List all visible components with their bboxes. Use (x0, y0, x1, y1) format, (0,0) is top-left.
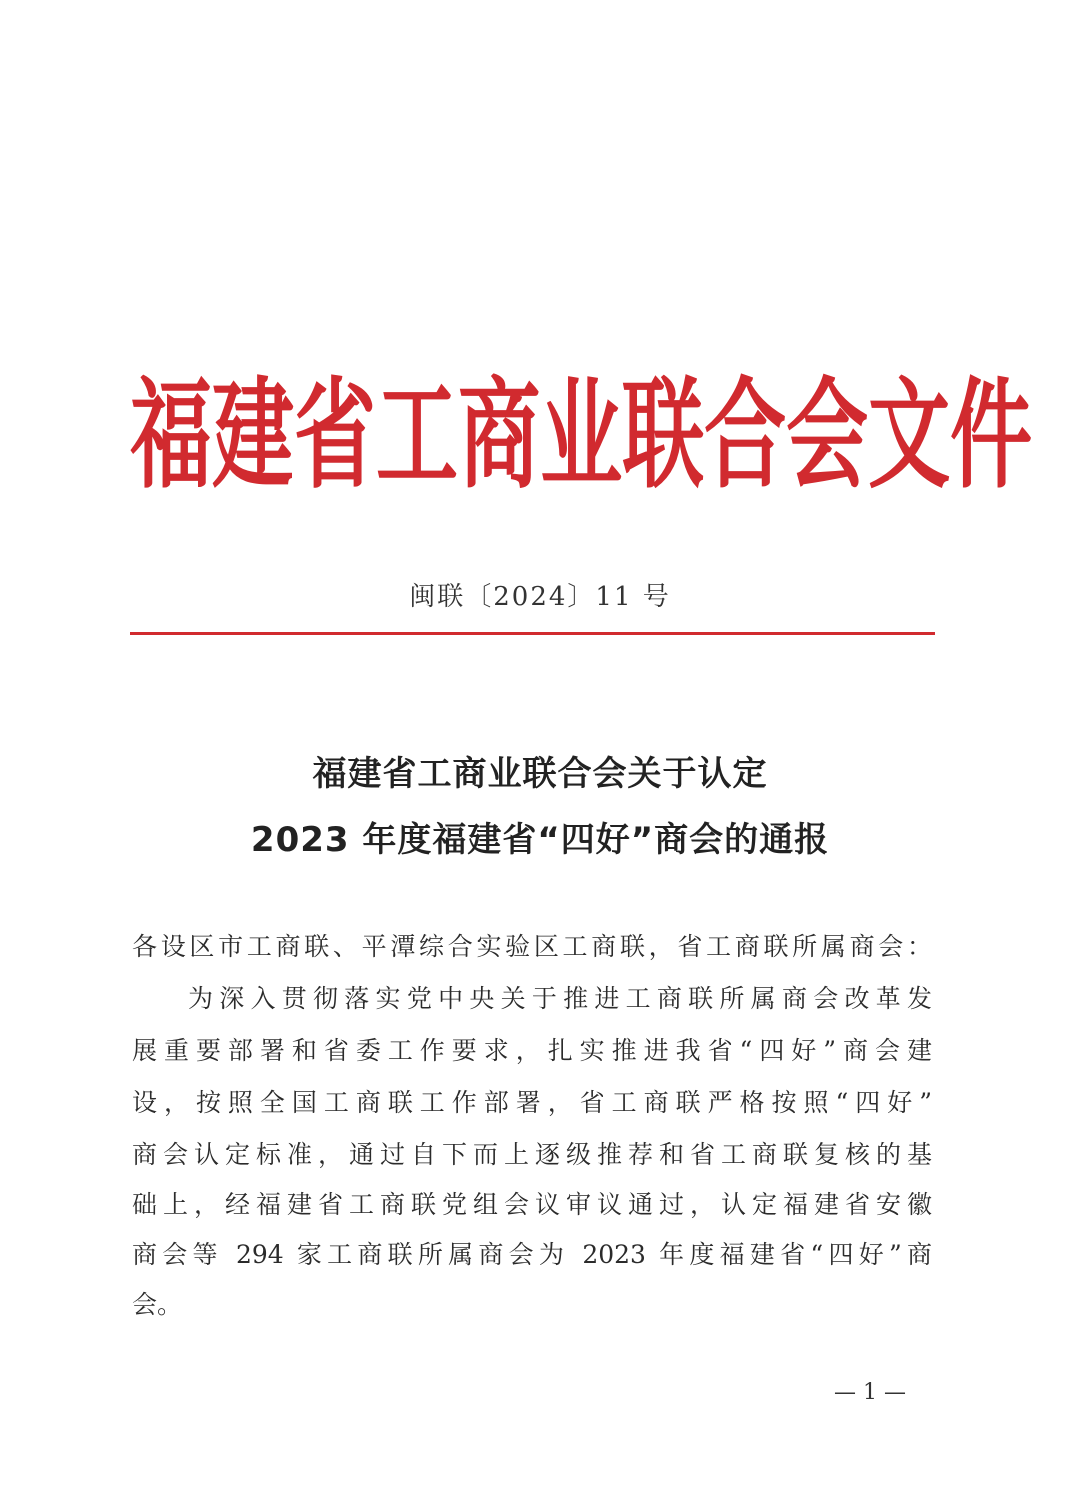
body-line: 商会认定标准，通过自下而上逐级推荐和省工商联复核的基 (132, 1140, 932, 1169)
notice-title-line-2: 2023 年度福建省“四好”商会的通报 (250, 820, 830, 860)
header-char: 省 (294, 367, 377, 506)
body-line: 础上，经福建省工商联党组会议审议通过，认定福建省安徽 (132, 1190, 932, 1219)
body-line: 商会等 294 家工商联所属商会为 2023 年度福建省“四好”商 (132, 1240, 932, 1269)
header-char: 建 (212, 367, 295, 506)
header-char: 件 (950, 367, 1033, 506)
notice-title-line-1: 福建省工商业联合会关于认定 (312, 754, 768, 794)
header-char: 会 (786, 367, 869, 506)
header-char: 文 (868, 367, 951, 506)
header-char: 福 (130, 367, 213, 506)
body-line: 为深入贯彻落实党中央关于推进工商联所属商会改革发 (188, 984, 932, 1013)
body-line: 设，按照全国工商联工作部署，省工商联严格按照“四好” (132, 1088, 932, 1117)
header-char: 业 (540, 367, 623, 506)
body-line: 展重要部署和省委工作要求，扎实推进我省“四好”商会建 (132, 1036, 932, 1065)
red-divider-line (130, 632, 935, 635)
page-number: — 1 — (834, 1380, 906, 1405)
salutation: 各设区市工商联、平潭综合实验区工商联，省工商联所属商会： (132, 932, 932, 961)
document-number: 闽联〔2024〕11 号 (409, 582, 671, 612)
document-header-title (130, 367, 1033, 506)
header-char: 商 (458, 367, 541, 506)
header-char: 联 (622, 367, 705, 506)
header-char: 工 (376, 367, 459, 506)
body-line: 会。 (132, 1290, 183, 1319)
header-char: 合 (704, 367, 787, 506)
